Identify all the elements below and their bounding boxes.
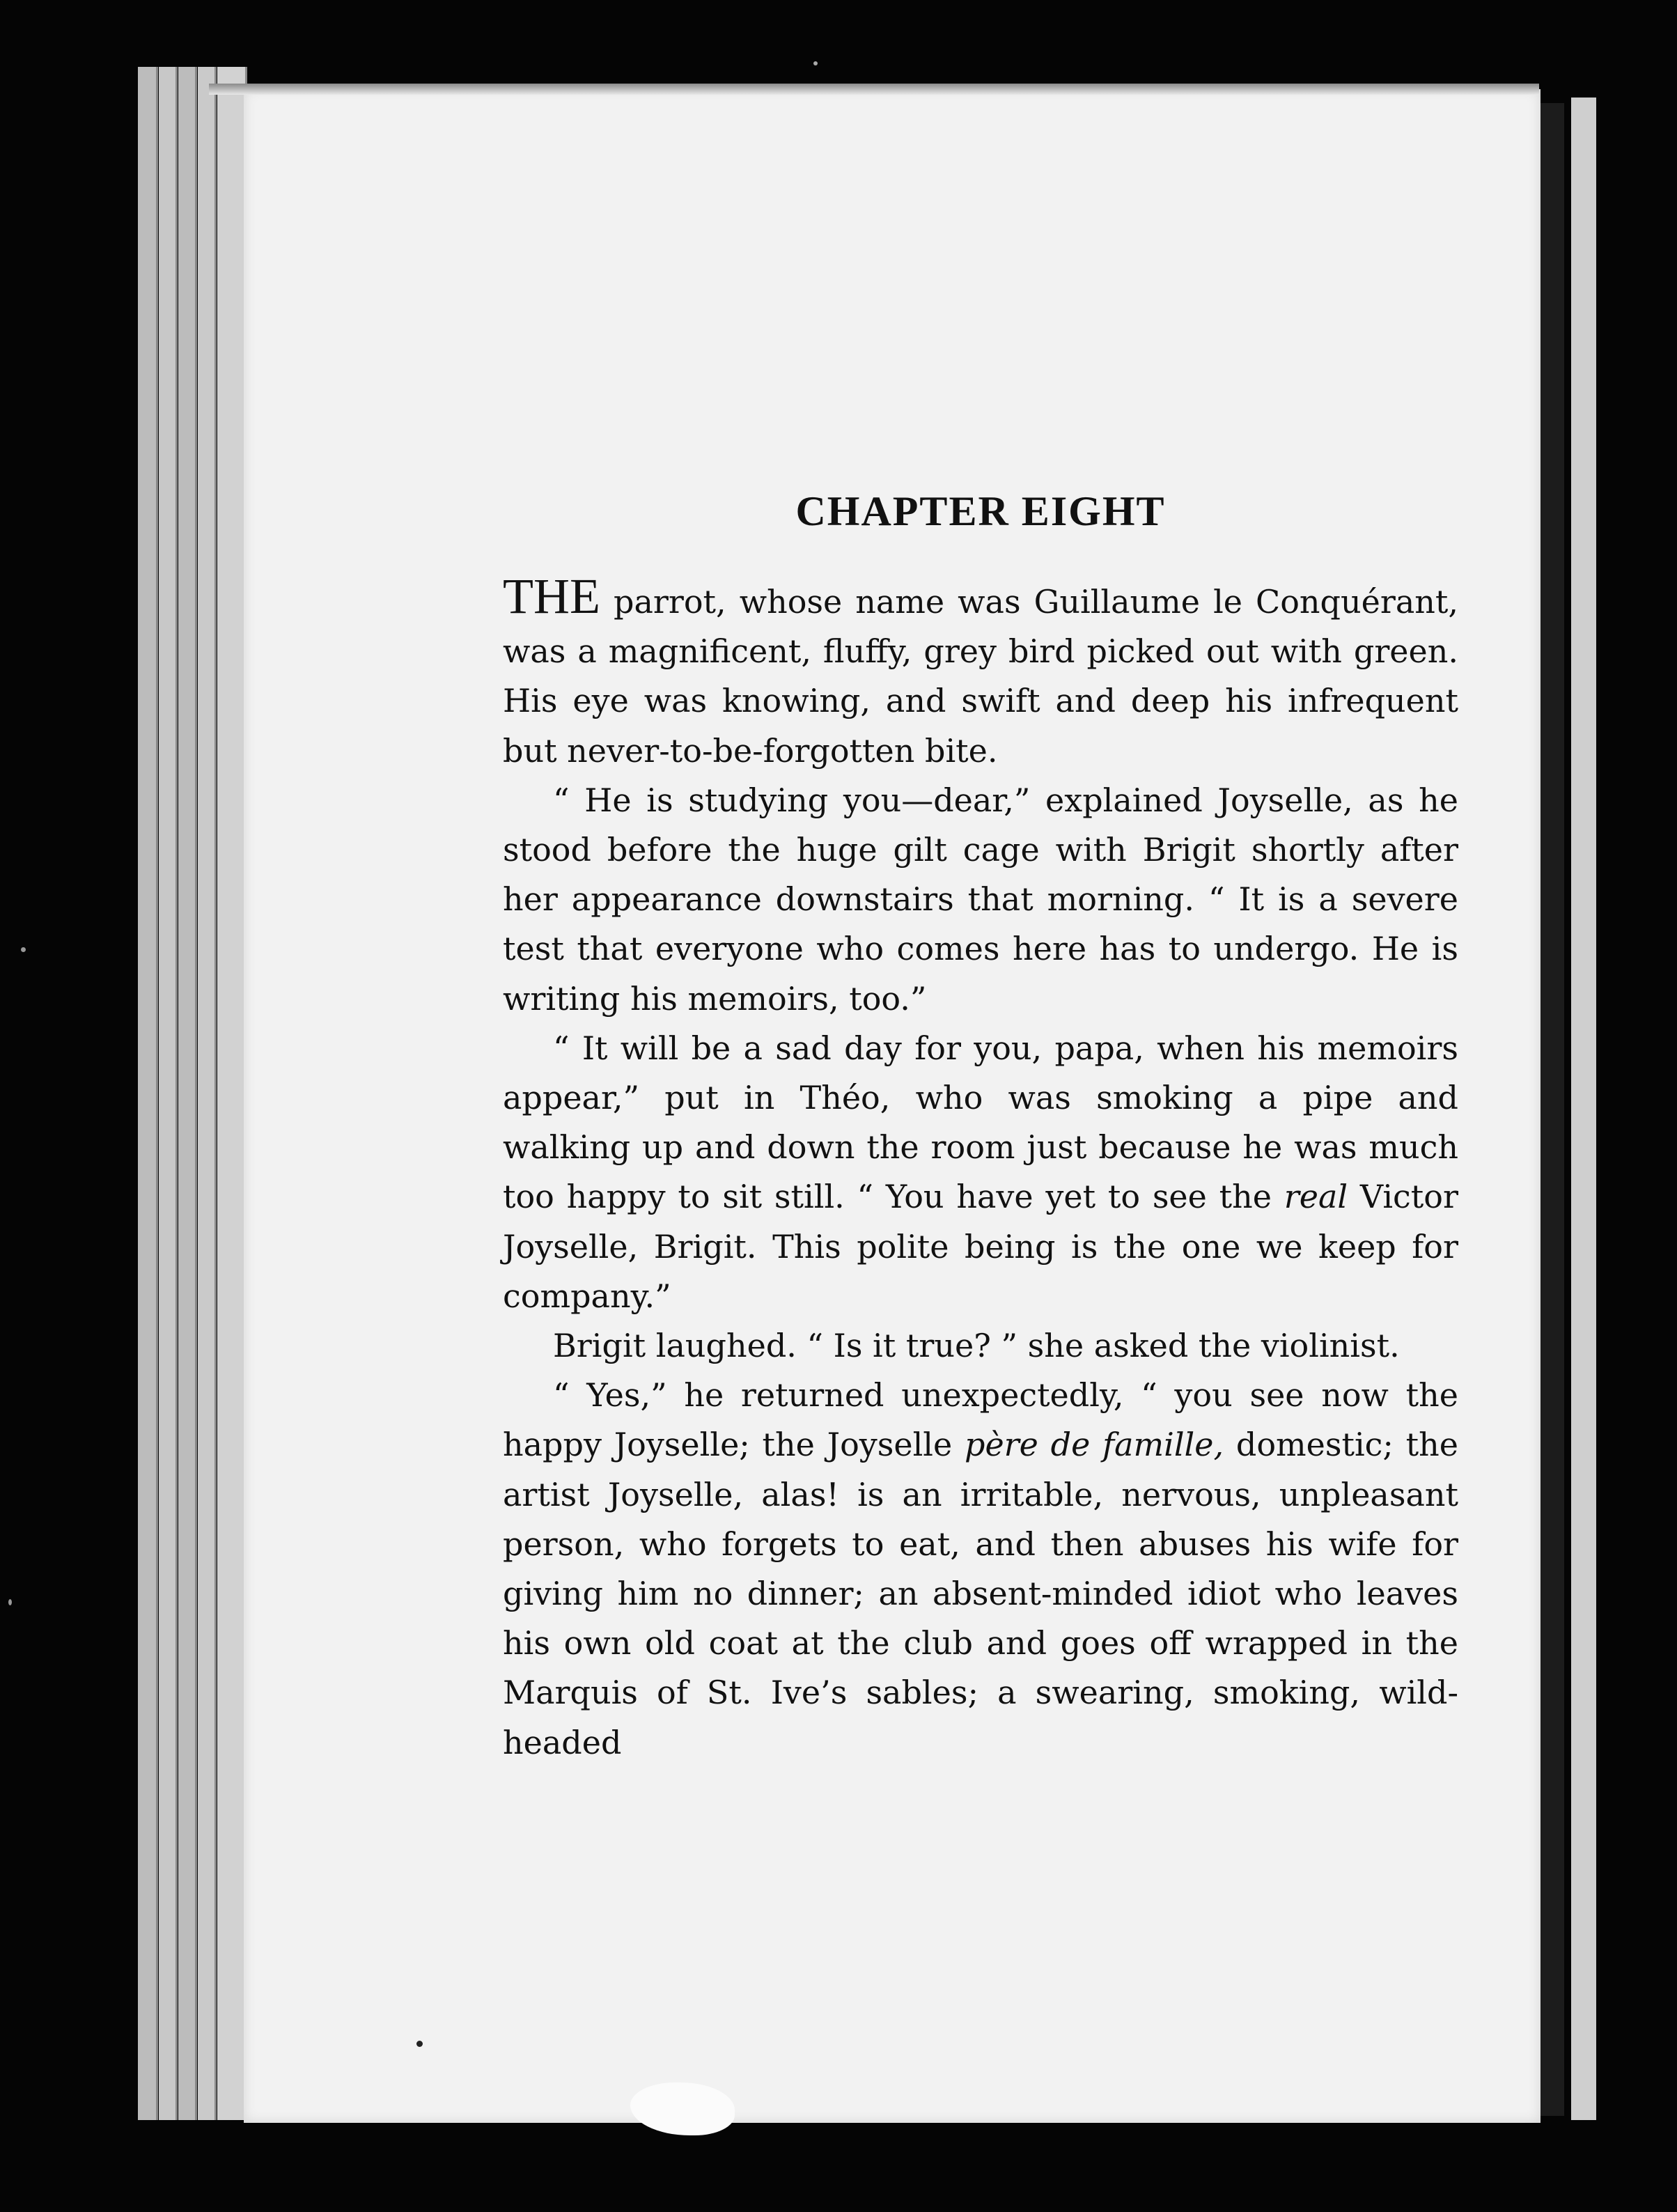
paragraph-text: “ Yes,” he returned unexpectedly, “ you see now the happy Joyselle; the Joyselle [503, 1376, 1458, 1464]
paragraph-text: parrot, whose name was Guillaume le Conquérant, was a magnificent, fluffy, grey bird picked out with green. His eye was knowing, and swift and deep his infrequent but never-to-be-forgotten bite. [503, 583, 1458, 770]
page-edge [138, 67, 158, 2120]
chapter-title: CHAPTER EIGHT [795, 488, 1166, 534]
italic-word: real [1284, 1178, 1348, 1216]
paragraph-text: “ It will be a sad day for you, papa, when his memoirs appear,” put in Théo, who was smoking a pipe and walking up and down the room just because he was much too happy to sit still. “ You have yet to see the [503, 1029, 1458, 1216]
page-edge [198, 67, 217, 2120]
page-edge [159, 67, 178, 2120]
paragraph-text: domestic; the artist Joyselle, alas! is an irritable, nervous, unpleasant person, who forgets to eat, and then abuses his wife for giving him no dinner; an absent-minded idiot who leaves his own old coat at the club and goes off wrapped in the Marquis of St. Ive’s sables; a swearing, smoking, wild-headed [503, 1426, 1459, 1761]
dust-speck [813, 61, 818, 65]
ink-speck [416, 2041, 423, 2047]
page-blemish [630, 2082, 735, 2135]
paragraph [503, 568, 1458, 776]
paragraph [503, 1371, 1458, 1768]
book-binding [1540, 103, 1564, 2116]
paragraph: Brigit laughed. “ Is it true? ” she asked the violinist. [553, 1327, 1400, 1365]
body-text [503, 568, 1459, 1768]
paragraph [503, 1024, 1458, 1321]
italic-phrase: père de famille, [965, 1426, 1224, 1464]
dust-speck [8, 1599, 12, 1605]
drop-cap: THE [503, 568, 600, 624]
page-edge [217, 67, 247, 2120]
dust-speck [21, 947, 26, 952]
paragraph: “ He is studying you—dear,” explained Joyselle, as he stood before the huge gilt cage with Brigit shortly after her appearance downstairs that morning. “ It is a severe test that everyone who comes here has to undergo. He is writing his memoirs, too.” [503, 781, 1458, 1018]
facing-page-edge [1571, 98, 1596, 2120]
page-top-shadow [209, 84, 1539, 95]
page-edge [178, 67, 197, 2120]
paragraph-text: Victor Joyselle, Brigit. This polite being is the one we keep for company.” [503, 1178, 1458, 1315]
